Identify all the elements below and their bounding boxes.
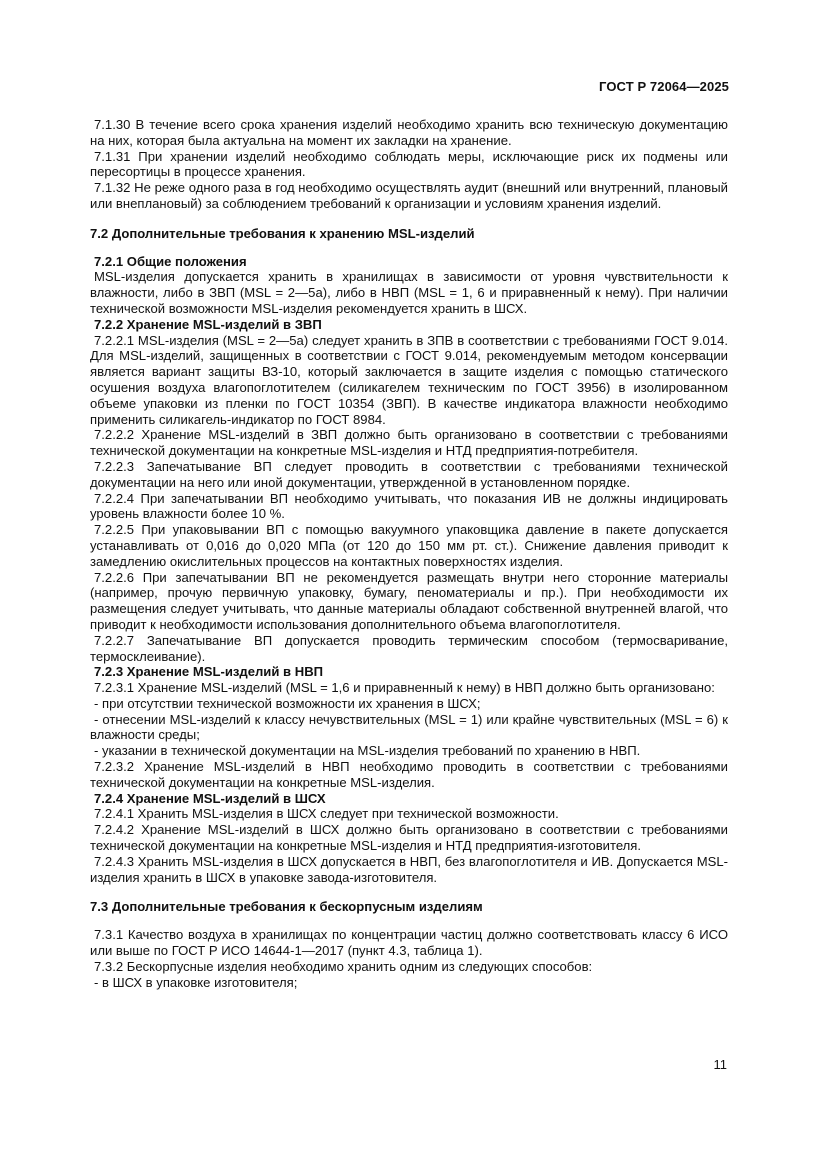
paragraph: 7.2.2.5 При упаковывании ВП с помощью вакуумного упаковщика давление в пакете допускается устанавливать от 0,016 до 0,020 МПа (от 120 до 150 мм рт. ст.). Снижение давления приводит к замедлению окислительных процессов на контактных поверхностях изделия. <box>90 522 728 569</box>
page-number: 11 <box>713 1057 727 1072</box>
subsection-heading: 7.2.2 Хранение MSL-изделий в ЗВП <box>94 316 322 332</box>
section-heading: 7.3 Дополнительные требования к бескорпусным изделиям <box>90 899 483 915</box>
paragraph: 7.2.2.6 При запечатывании ВП не рекомендуется размещать внутри него сторонние материалы (например, прочую первичную упаковку, бумагу, пеноматериалы и пр.). При необходимости их размещения следует учитывать, что данные материалы обладают собственной внутренней влагой, что приводит к необходимости использования дополнительного объема влагопоглотителя. <box>90 569 728 632</box>
paragraph: 7.2.3.1 Хранение MSL-изделий (MSL = 1,6 и приравненный к нему) в НВП должно быть организовано: <box>94 680 715 696</box>
subsection-heading: 7.2.4 Хранение MSL-изделий в ШСХ <box>94 790 326 806</box>
subsection-heading: 7.2.3 Хранение MSL-изделий в НВП <box>94 664 324 680</box>
subsection-heading: 7.2.1 Общие положения <box>94 253 247 269</box>
document-body <box>90 117 728 990</box>
paragraph: 7.3.1 Качество воздуха в хранилищах по концентрации частиц должно соответствовать классу 6 ИСО или выше по ГОСТ Р ИСО 14644-1—2017 (пункт 4.3, таблица 1). <box>90 927 728 959</box>
paragraph: 7.3.2 Бескорпусные изделия необходимо хранить одним из следующих способов: <box>94 958 593 974</box>
document-id-header: ГОСТ Р 72064—2025 <box>599 79 729 94</box>
paragraph: 7.2.4.1 Хранить MSL-изделия в ШСХ следует при технической возможности. <box>94 806 559 822</box>
paragraph: 7.2.2.7 Запечатывание ВП допускается проводить термическим способом (термосваривание, термосклеивание). <box>90 632 728 664</box>
list-item: - в ШСХ в упаковке изготовителя; <box>94 974 298 990</box>
list-item: - отнесении MSL-изделий к классу нечувствительных (MSL = 1) или крайне чувствительных (MSL = 6) к влажности среды; <box>90 711 728 743</box>
paragraph: MSL-изделия допускается хранить в хранилищах в зависимости от уровня чувствительности к влажности, либо в ЗВП (MSL = 2—5а), либо в НВП (MSL = 1, 6 и приравненный к нему). При наличии технической возможности MSL-изделия рекомендуется хранить в ШСХ. <box>90 269 728 316</box>
paragraph: 7.2.2.2 Хранение MSL-изделий в ЗВП должно быть организовано в соответствии с требованиями технической документации на конкретные MSL-изделия и НТД предприятия-потребителя. <box>90 427 728 459</box>
paragraph: 7.1.30 В течение всего срока хранения изделий необходимо хранить всю техническую документацию на них, которая была актуальна на момент их закладки на хранение. <box>90 117 728 148</box>
paragraph: 7.2.2.3 Запечатывание ВП следует проводить в соответствии с требованиями технической документации на него или иной документации, утвержденной в установленном порядке. <box>90 458 728 490</box>
paragraph: 7.2.4.3 Хранить MSL-изделия в ШСХ допускается в НВП, без влагопоглотителя и ИВ. Допускается MSL-изделия хранить в ШСХ в упаковке завода-изготовителя. <box>90 853 728 885</box>
paragraph: 7.1.32 Не реже одного раза в год необходимо осуществлять аудит (внешний или внутренний, плановый или внеплановый) за соблюдением требований к организации и условиям хранения изделий. <box>90 180 728 211</box>
list-item: - указании в технической документации на MSL-изделия требований по хранению в НВП. <box>94 743 641 759</box>
paragraph: 7.2.3.2 Хранение MSL-изделий в НВП необходимо проводить в соответствии с требованиями технической документации на конкретные MSL-изделия. <box>90 759 728 790</box>
paragraph: 7.1.31 При хранении изделий необходимо соблюдать меры, исключающие риск их подмены или пересортицы в процессе хранения. <box>90 148 728 180</box>
paragraph: 7.2.4.2 Хранение MSL-изделий в ШСХ должно быть организовано в соответствии с требованиями технической документации на конкретные MSL-изделия и НТД предприятия-изготовителя. <box>90 822 728 854</box>
list-item: - при отсутствии технической возможности их хранения в ШСХ; <box>94 695 481 711</box>
section-heading: 7.2 Дополнительные требования к хранению MSL-изделий <box>90 225 475 241</box>
paragraph: 7.2.2.4 При запечатывании ВП необходимо учитывать, что показания ИВ не должны индицировать уровень влажности более 10 %. <box>90 490 728 522</box>
paragraph: 7.2.2.1 MSL-изделия (MSL = 2—5а) следует хранить в ЗПВ в соответствии с требованиями ГОСТ 9.014. Для MSL-изделий, защищенных в соответствии с ГОСТ 9.014, рекомендуемым методом консервации является вариант защиты ВЗ-10, который заключается в защите изделия с помощью статического осушения воздуха влагопоглотителем (силикагелем техническим по ГОСТ 3956) в изолированном объеме упаковки из пленки по ГОСТ 10354 (ЗВП). В качестве индикатора влажности необходимо применить силикагель-индикатор по ГОСТ 8984. <box>90 332 728 427</box>
